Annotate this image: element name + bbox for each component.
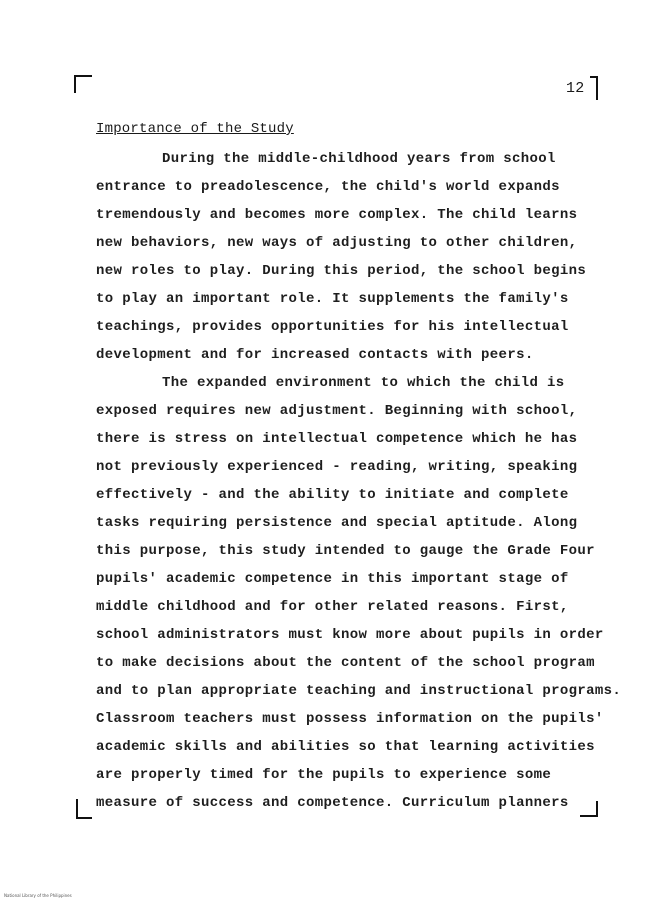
body-line: During the middle-childhood years from school	[162, 151, 556, 167]
body-line: exposed requires new adjustment. Beginning with school,	[96, 403, 578, 419]
body-line: development and for increased contacts with peers.	[96, 347, 534, 363]
body-line: entrance to preadolescence, the child's world expands	[96, 179, 560, 195]
body-line: new roles to play. During this period, the school begins	[96, 263, 587, 279]
archive-footer: National Library of the Philippines	[4, 893, 72, 898]
body-line: middle childhood and for other related reasons. First,	[96, 599, 569, 615]
body-line: The expanded environment to which the child is	[162, 375, 565, 391]
body-line: teachings, provides opportunities for his intellectual	[96, 319, 569, 335]
page-number: 12	[566, 80, 585, 97]
body-line: school administrators must know more about pupils in order	[96, 627, 604, 643]
body-line: tasks requiring persistence and special aptitude. Along	[96, 515, 578, 531]
body-line: Classroom teachers must possess information on the pupils'	[96, 711, 604, 727]
body-line: measure of success and competence. Curriculum planners	[96, 795, 569, 811]
section-heading: Importance of the Study	[96, 121, 294, 137]
body-line: to make decisions about the content of the school program	[96, 655, 595, 671]
body-line: and to plan appropriate teaching and instructional programs.	[96, 683, 622, 699]
corner-mark-bottom-right	[580, 801, 598, 817]
body-line: there is stress on intellectual competence which he has	[96, 431, 578, 447]
body-line: tremendously and becomes more complex. The child learns	[96, 207, 578, 223]
corner-mark-top-left	[74, 75, 92, 93]
corner-mark-bottom-left	[76, 799, 92, 819]
body-line: to play an important role. It supplements the family's	[96, 291, 569, 307]
body-line: not previously experienced - reading, writing, speaking	[96, 459, 578, 475]
body-line: pupils' academic competence in this important stage of	[96, 571, 569, 587]
body-line: new behaviors, new ways of adjusting to other children,	[96, 235, 578, 251]
body-line: this purpose, this study intended to gauge the Grade Four	[96, 543, 595, 559]
body-line: effectively - and the ability to initiate and complete	[96, 487, 569, 503]
body-line: are properly timed for the pupils to experience some	[96, 767, 552, 783]
body-line: academic skills and abilities so that learning activities	[96, 739, 595, 755]
corner-mark-top-right	[590, 76, 598, 100]
